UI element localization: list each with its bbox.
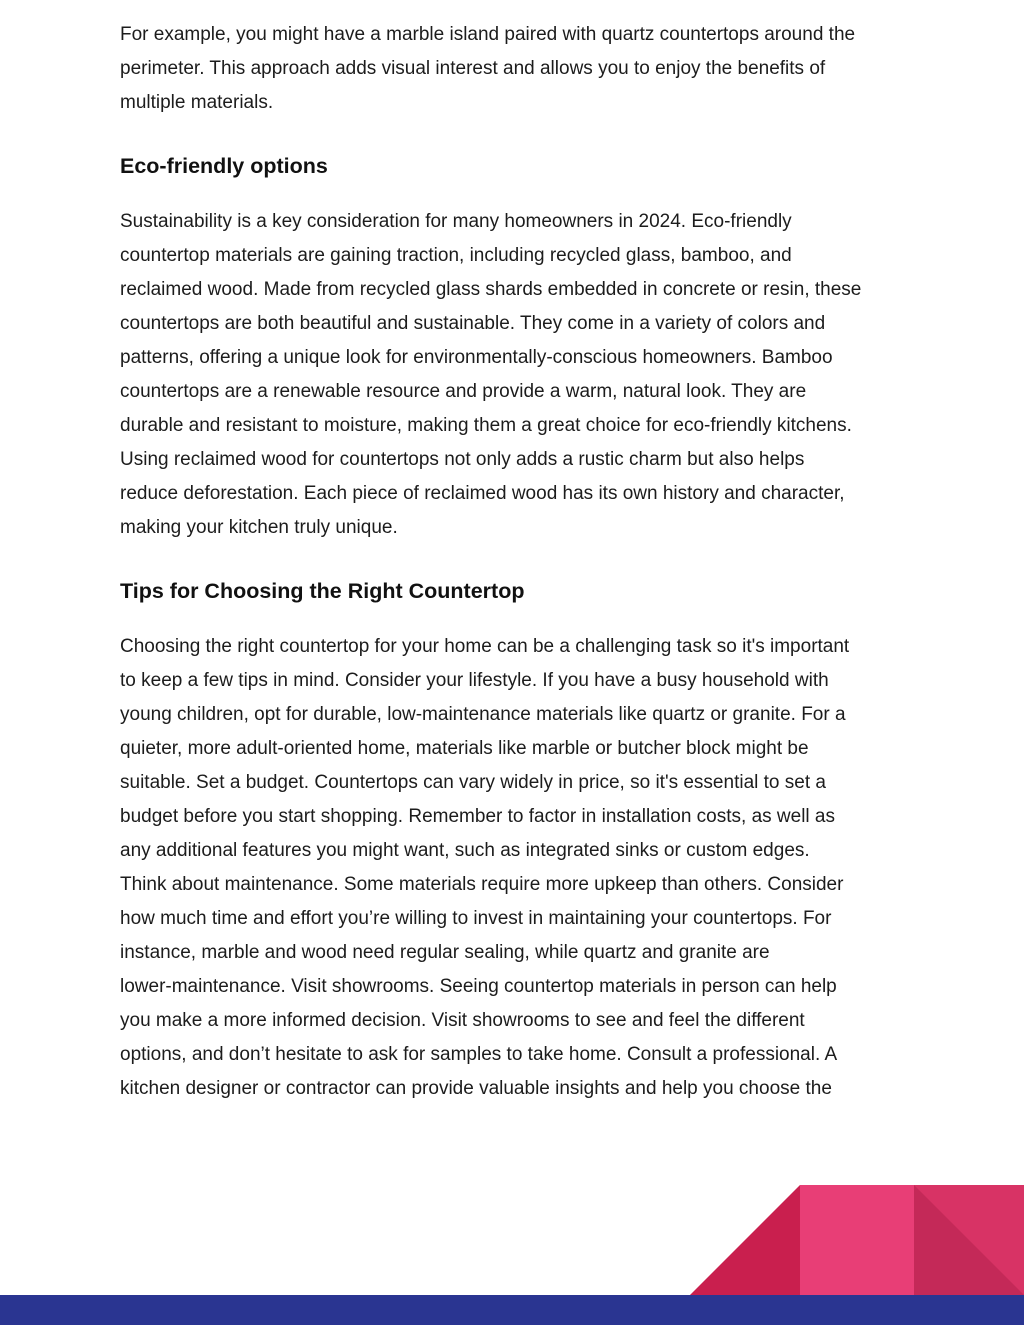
text-line: countertop materials are gaining traction, including recycled glass, bamboo, and	[120, 245, 792, 266]
text-line: countertops are a renewable resource and provide a warm, natural look. They are	[120, 381, 807, 402]
paragraph-eco-friendly	[120, 205, 910, 545]
pink-block-shape	[800, 1185, 914, 1295]
text-line: perimeter. This approach adds visual interest and allows you to enjoy the benefits of	[120, 58, 826, 79]
text-line: kitchen designer or contractor can provide valuable insights and help you choose the	[120, 1078, 832, 1099]
text-line: patterns, offering a unique look for environmentally-conscious homeowners. Bamboo	[120, 347, 833, 368]
footer-bar	[0, 1295, 1024, 1325]
text-line: making your kitchen truly unique.	[120, 517, 398, 538]
text-line: options, and don’t hesitate to ask for samples to take home. Consult a professional. A	[120, 1044, 838, 1065]
text-line: lower-maintenance. Visit showrooms. Seeing countertop materials in person can help	[120, 976, 837, 997]
text-line: multiple materials.	[120, 92, 274, 113]
text-line: any additional features you might want, such as integrated sinks or custom edges.	[120, 840, 810, 861]
text-line: reclaimed wood. Made from recycled glass shards embedded in concrete or resin, these	[120, 279, 862, 300]
text-line: quieter, more adult-oriented home, materials like marble or butcher block might be	[120, 738, 809, 759]
corner-decoration	[690, 1185, 1024, 1295]
crimson-triangle-shape	[690, 1185, 800, 1295]
text-line: to keep a few tips in mind. Consider your lifestyle. If you have a busy household with	[120, 670, 829, 691]
text-line: budget before you start shopping. Remember to factor in installation costs, as well as	[120, 806, 835, 827]
text-line: For example, you might have a marble island paired with quartz countertops around the	[120, 24, 856, 45]
heading-eco-friendly-options: Eco-friendly options	[120, 154, 328, 178]
paragraph-mixing-materials	[120, 18, 910, 120]
document-body	[120, 18, 910, 1106]
text-line: young children, opt for durable, low-maintenance materials like quartz or granite. For a	[120, 704, 846, 725]
text-line: durable and resistant to moisture, making them a great choice for eco-friendly kitchens.	[120, 415, 852, 436]
text-line: how much time and effort you’re willing to invest in maintaining your countertops. For	[120, 908, 832, 929]
text-line: instance, marble and wood need regular sealing, while quartz and granite are	[120, 942, 770, 963]
text-line: suitable. Set a budget. Countertops can vary widely in price, so it's essential to set a	[120, 772, 826, 793]
text-line: Think about maintenance. Some materials require more upkeep than others. Consider	[120, 874, 844, 895]
text-line: Choosing the right countertop for your home can be a challenging task so it's important	[120, 636, 850, 657]
text-line: Sustainability is a key consideration for many homeowners in 2024. Eco-friendly	[120, 211, 792, 232]
text-line: countertops are both beautiful and sustainable. They come in a variety of colors and	[120, 313, 826, 334]
text-line: you make a more informed decision. Visit showrooms to see and feel the different	[120, 1010, 805, 1031]
text-line: reduce deforestation. Each piece of reclaimed wood has its own history and character,	[120, 483, 845, 504]
heading-tips-choosing-countertop: Tips for Choosing the Right Countertop	[120, 579, 525, 603]
paragraph-tips	[120, 630, 910, 1106]
text-line: Using reclaimed wood for countertops not only adds a rustic charm but also helps	[120, 449, 805, 470]
